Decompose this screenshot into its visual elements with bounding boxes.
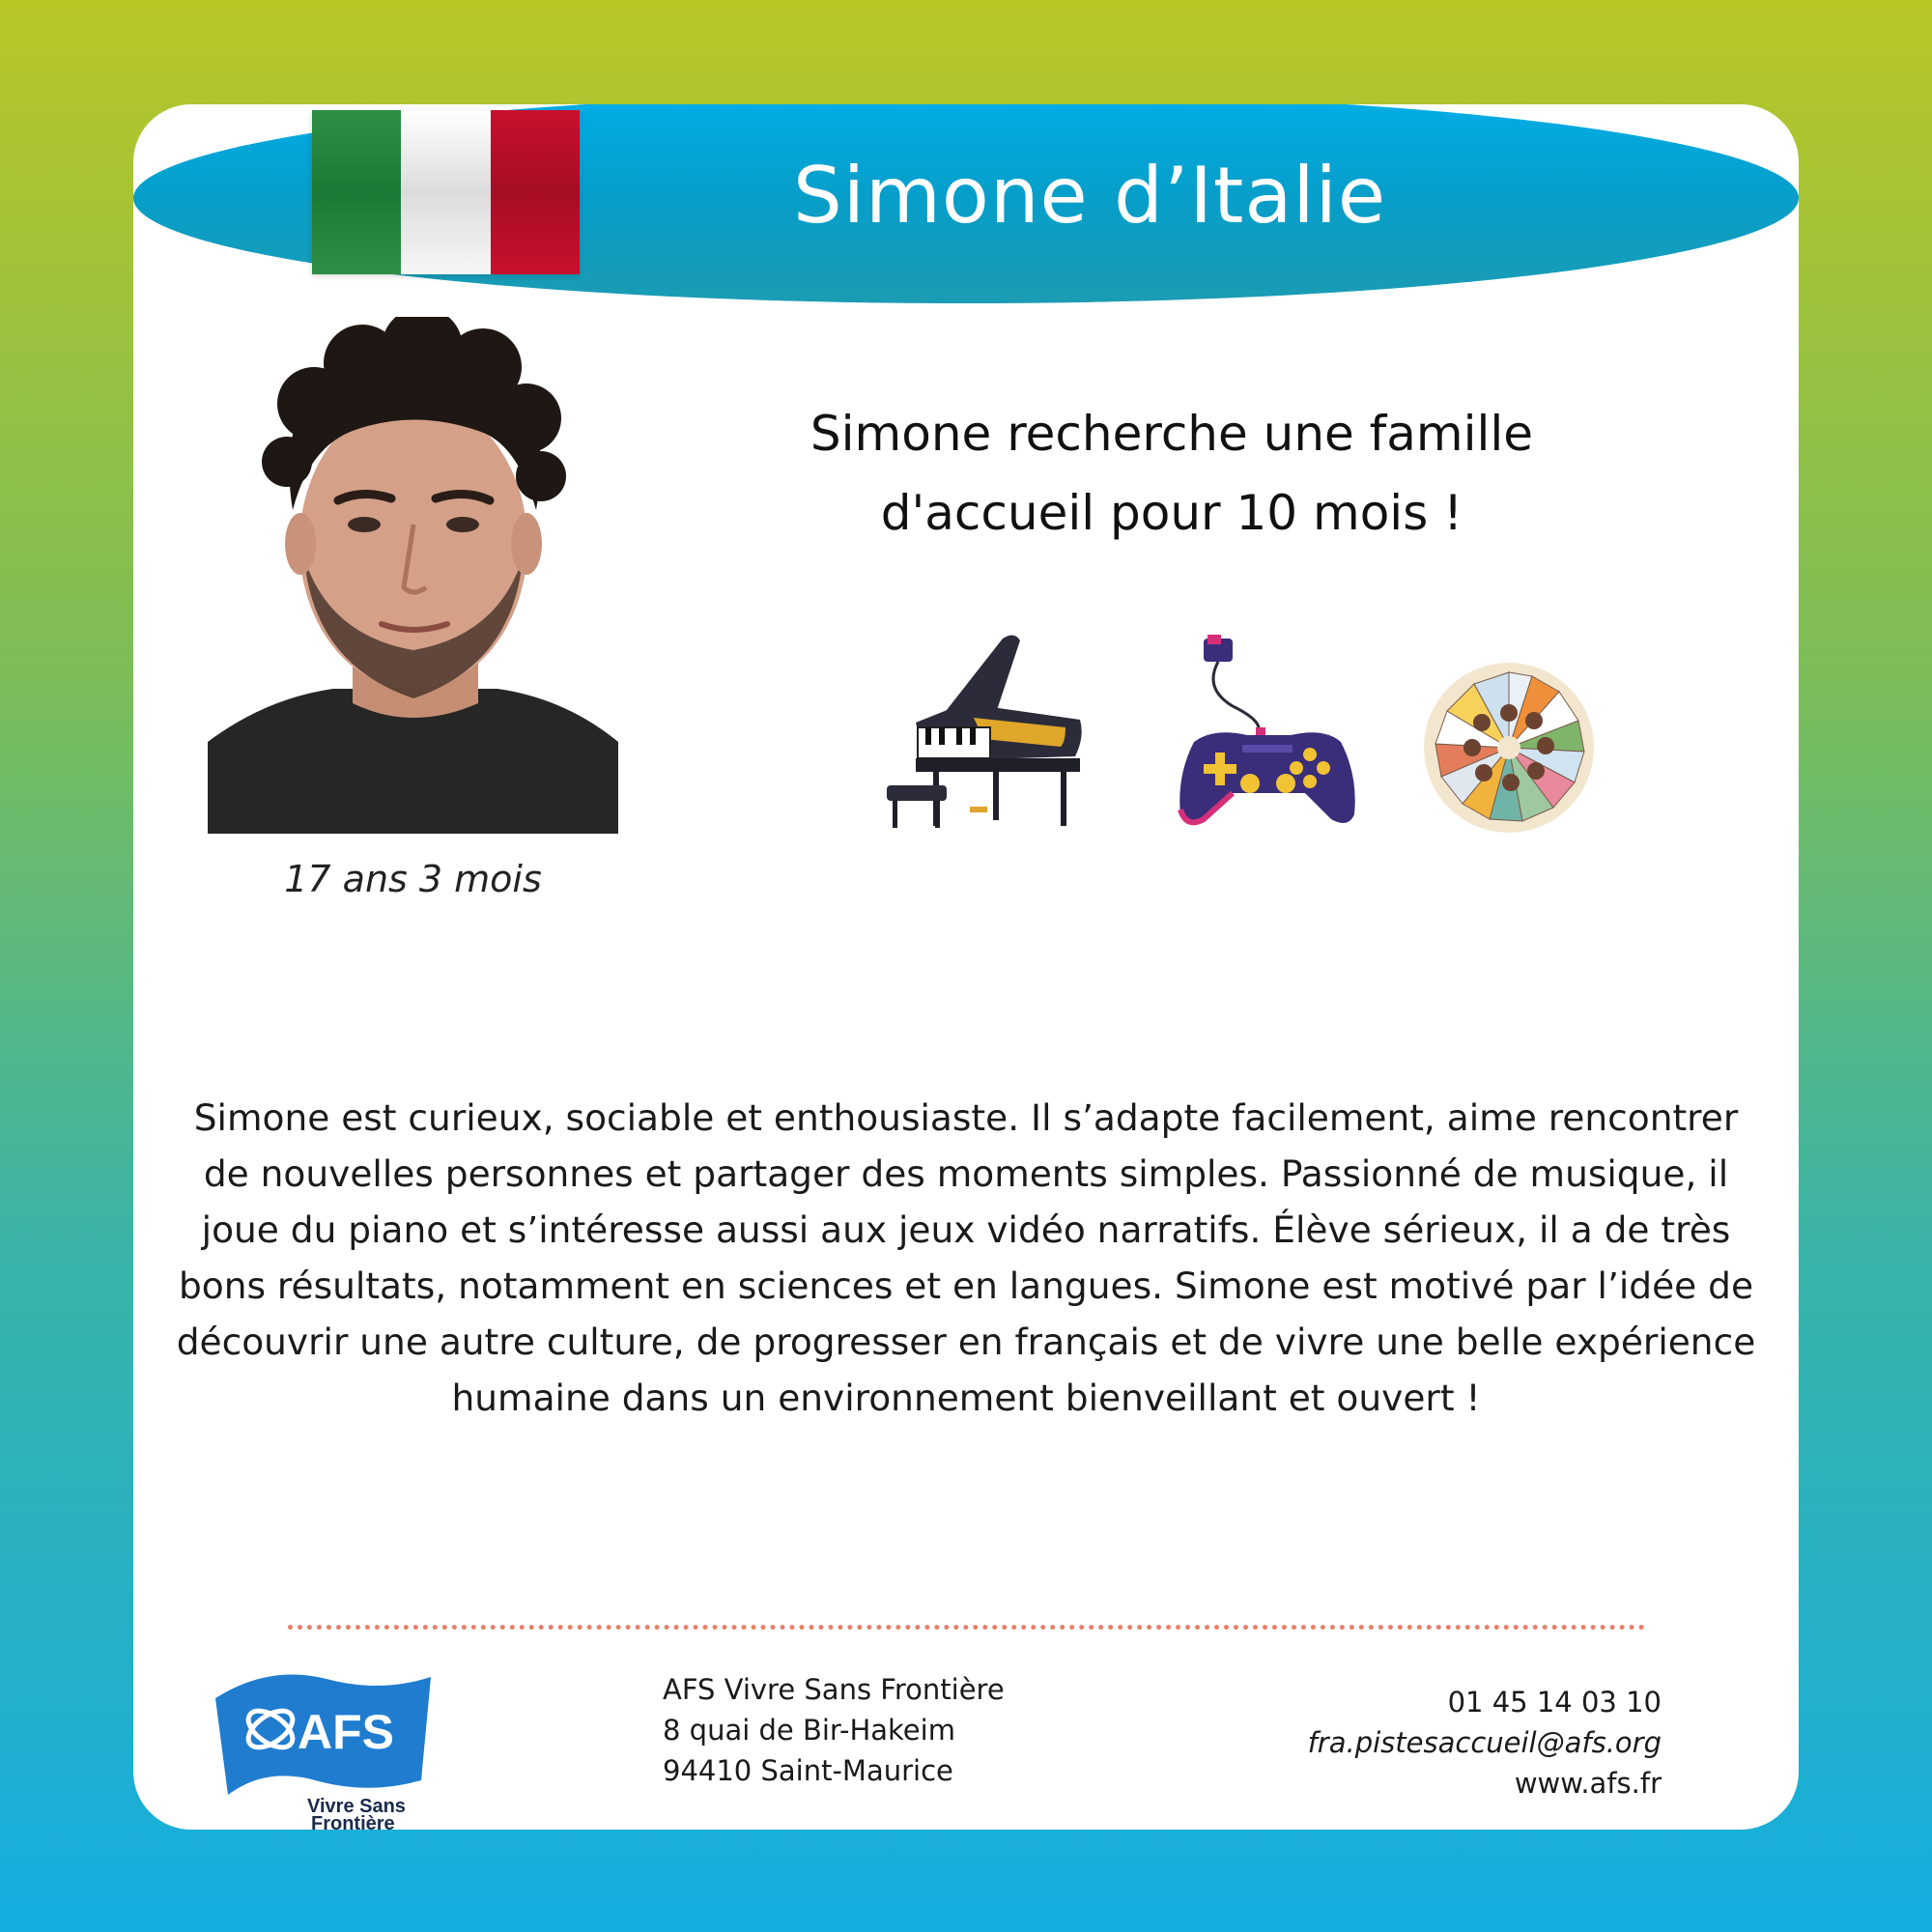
profile-card bbox=[133, 104, 1799, 1833]
afs-logo-tagline-1: Vivre Sans bbox=[307, 1796, 406, 1817]
italy-flag-icon bbox=[312, 110, 580, 274]
email-link[interactable]: fra.pistesaccueil@afs.org bbox=[1307, 1726, 1662, 1759]
headline-line-2: d'accueil pour 10 mois ! bbox=[880, 485, 1463, 541]
afs-logo bbox=[211, 1650, 442, 1833]
game-controller-icon bbox=[1175, 631, 1360, 834]
address-line-2: 8 quai de Bir-Hakeim bbox=[663, 1714, 955, 1747]
afs-logo-text: AFS bbox=[298, 1705, 394, 1759]
profile-description: Simone est curieux, sociable et enthousiaste. Il s’adapte facilement, aime rencontrer de nouvelles personnes et partager des moments simples. Passionné de musique, il joue du piano et s’intéresse aussi aux jeux vidéo narratifs. Élève sérieux, il a de très bons résultats, notamment en sciences et en langues. Simone est motivé par l’idée de découvrir une autre culture, de progresser en français et de vivre une belle expérience humaine dans un environnement bienveillant et ouvert ! bbox=[176, 1096, 1756, 1419]
contact-info bbox=[1138, 1682, 1662, 1804]
student-age: 17 ans 3 mois bbox=[284, 858, 542, 900]
footer-divider bbox=[288, 1625, 1645, 1630]
phone-number: 01 45 14 03 10 bbox=[1447, 1686, 1662, 1719]
website-link[interactable]: www.afs.fr bbox=[1514, 1767, 1662, 1800]
grand-piano-icon bbox=[887, 631, 1092, 834]
headline bbox=[752, 394, 1592, 553]
page-title: Simone d’Italie bbox=[792, 151, 1387, 241]
postal-address bbox=[663, 1669, 1146, 1791]
address-line-1: AFS Vivre Sans Frontière bbox=[663, 1673, 1005, 1706]
group-of-friends-icon bbox=[1424, 663, 1594, 833]
address-line-3: 94410 Saint-Maurice bbox=[663, 1754, 953, 1787]
student-portrait bbox=[208, 317, 618, 834]
afs-logo-tagline-2: Frontière bbox=[311, 1813, 395, 1833]
headline-line-1: Simone recherche une famille bbox=[810, 406, 1534, 462]
